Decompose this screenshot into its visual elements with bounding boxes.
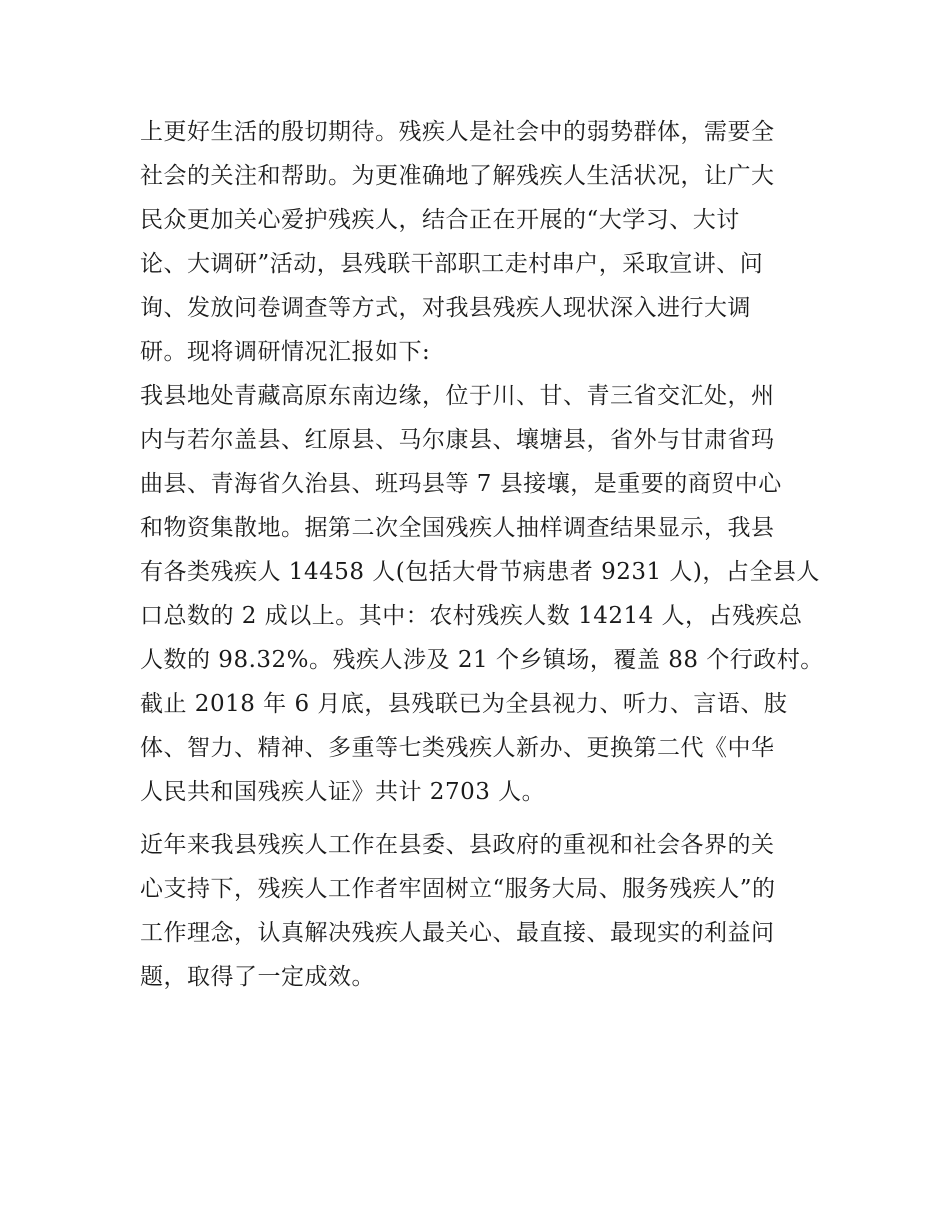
text-line: 民众更加关心爱护残疾人，结合正在开展的“大学习、大讨: [140, 207, 740, 233]
text-line: 我县地处青藏高原东南边缘，位于川、甘、青三省交汇处，州: [140, 383, 775, 409]
paragraph-intro: [140, 110, 820, 374]
text-line: 人民共和国残疾人证》共计 2703 人。: [140, 779, 546, 805]
body-text: [140, 110, 824, 999]
text-line: 心支持下，残疾人工作者牢固树立“服务大局、服务残疾人”的: [140, 876, 776, 902]
text-line: 论、大调研”活动，县残联干部职工走村串户，采取宣讲、问: [140, 251, 764, 277]
text-line: 社会的关注和帮助。为更准确地了解残疾人生活状况，让广大: [140, 163, 775, 189]
text-line: 曲县、青海省久治县、班玛县等 7 县接壤，是重要的商贸中心: [140, 471, 782, 497]
text-line: 截止 2018 年 6 月底，县残联已为全县视力、听力、言语、肢: [140, 691, 788, 717]
text-line: 上更好生活的殷切期待。残疾人是社会中的弱势群体，需要全: [140, 119, 775, 145]
paragraph-recent-work: [140, 823, 820, 999]
text-line: 近年来我县残疾人工作在县委、县政府的重视和社会各界的关: [140, 832, 775, 858]
text-line: 有各类残疾人 14458 人(包括大骨节病患者 9231 人)，占全县人: [140, 559, 820, 585]
text-line: 题，取得了一定成效。: [140, 964, 375, 990]
text-line: 询、发放问卷调查等方式，对我县残疾人现状深入进行大调: [140, 295, 751, 321]
paragraph-gap: [140, 814, 820, 823]
text-line: 口总数的 2 成以上。其中：农村残疾人数 14214 人，占残疾总: [140, 603, 803, 629]
text-line: 人数的 98.32%。残疾人涉及 21 个乡镇场，覆盖 88 个行政村。: [140, 647, 824, 673]
text-line: 和物资集散地。据第二次全国残疾人抽样调查结果显示，我县: [140, 515, 775, 541]
text-line: 体、智力、精神、多重等七类残疾人新办、更换第二代《中华: [140, 735, 775, 761]
text-line: 内与若尔盖县、红原县、马尔康县、壤塘县，省外与甘肃省玛: [140, 427, 775, 453]
paragraph-county-overview: [140, 374, 824, 814]
text-line: 研。现将调研情况汇报如下:: [140, 339, 431, 365]
text-line: 工作理念，认真解决残疾人最关心、最直接、最现实的利益问: [140, 920, 775, 946]
